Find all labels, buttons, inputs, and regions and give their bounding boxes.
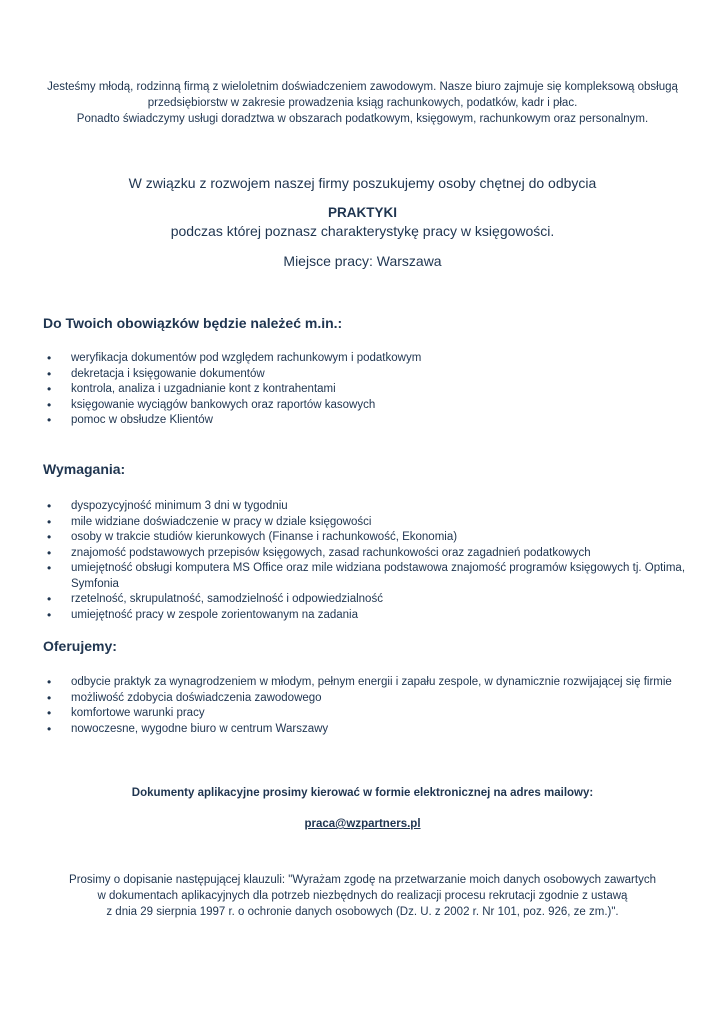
duties-list [43, 351, 693, 429]
list-item: • weryfikacja dokumentów pod względem rachunkowym i podatkowym [43, 351, 693, 367]
list-item: • pomoc w obsłudze Klientów [43, 413, 693, 429]
clause-line: z dnia 29 sierpnia 1997 r. o ochronie danych osobowych (Dz. U. z 2002 r. Nr 101, poz. 926, ze zm.)". [106, 906, 619, 918]
offer-list [43, 675, 693, 737]
list-item: • znajomość podstawowych przepisów księgowych, zasad rachunkowości oraz zagadnień podatkowych [43, 546, 693, 562]
list-item: • nowoczesne, wygodne biuro w centrum Warszawy [43, 722, 693, 738]
list-item: • dekretacja i księgowanie dokumentów [43, 367, 693, 383]
consent-clause [30, 872, 695, 920]
contact-email [30, 816, 695, 832]
list-item: • umiejętność obsługi komputera MS Office oraz mile widziana podstawowa znajomość programów księgowych tj. Optima, Symfonia [43, 561, 693, 592]
posting-subtitle: podczas której poznasz charakterystykę pracy w księgowości. [170, 223, 555, 239]
intro-line: przedsiębiorstw w zakresie prowadzenia ksiąg rachunkowych, podatków, kadr i płac. [147, 97, 578, 109]
list-item: • rzetelność, skrupulatność, samodzielność i odpowiedzialność [43, 592, 693, 608]
list-item: • umiejętność pracy w zespole zorientowanym na zadania [43, 608, 693, 624]
lead-text: W związku z rozwojem naszej firmy poszukujemy osoby chętnej do odbycia [128, 175, 597, 191]
email-link[interactable]: praca@wzpartners.pl [304, 818, 421, 830]
intro-line: Jesteśmy młodą, rodzinną firmą z wieloletnim doświadczeniem zawodowym. Nasze biuro zajmuje się kompleksową obsługą [47, 81, 678, 93]
offer-heading: Oferujemy: [43, 638, 117, 654]
posting-title: PRAKTYKI [327, 205, 397, 220]
duties-heading: Do Twoich obowiązków będzie należeć m.in.: [43, 315, 343, 331]
list-item: • kontrola, analiza i uzgadnianie kont z kontrahentami [43, 382, 693, 398]
list-item: • dyspozycyjność minimum 3 dni w tygodniu [43, 499, 693, 515]
list-item: • odbycie praktyk za wynagrodzeniem w młodym, pełnym energii i zapału zespole, w dynamicznie rozwijającej się firmie [43, 675, 693, 691]
clause-line: Prosimy o dopisanie następującej klauzuli: "Wyrażam zgodę na przetwarzanie moich danych osobowych zawartych [69, 874, 656, 886]
company-intro [30, 79, 695, 127]
list-item: • mile widziane doświadczenie w pracy w dziale księgowości [43, 515, 693, 531]
requirements-list [43, 499, 693, 623]
clause-line: w dokumentach aplikacyjnych dla potrzeb niezbędnych do realizacji procesu rekrutacji zgodnie z ustawą [97, 890, 628, 902]
work-location: Miejsce pracy: Warszawa [283, 253, 442, 269]
list-item: • komfortowe warunki pracy [43, 706, 693, 722]
list-item: • osoby w trakcie studiów kierunkowych (Finanse i rachunkowość, Ekonomia) [43, 530, 693, 546]
list-item: • możliwość zdobycia doświadczenia zawodowego [43, 691, 693, 707]
requirements-heading: Wymagania: [43, 461, 126, 477]
application-instructions: Dokumenty aplikacyjne prosimy kierować w formie elektronicznej na adres mailowy: [131, 787, 594, 799]
list-item: • księgowanie wyciągów bankowych oraz raportów kasowych [43, 398, 693, 414]
intro-line: Ponadto świadczymy usługi doradztwa w obszarach podatkowym, księgowym, rachunkowym oraz personalnym. [76, 113, 649, 125]
